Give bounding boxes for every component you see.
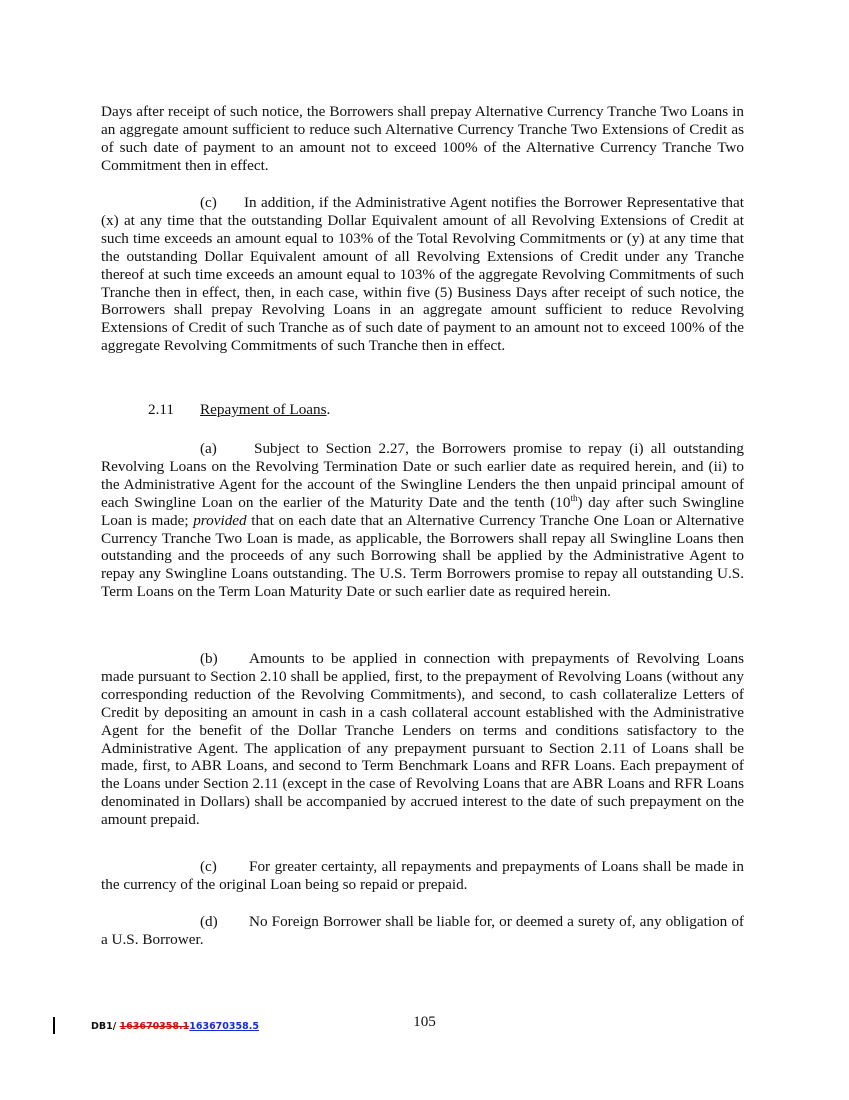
paragraph-a-repayment [101, 440, 744, 601]
paragraph-text: In addition, if the Administrative Agent notifies the Borrower Representative that (x) at any time that the outstanding Dollar Equivalent amount of all Revolving Extensions of Credit at such time exceeds an amount equal to 103% of the Total Revolving Commitments or (y) at any time that the outstanding Dollar Equivalent amount of all Revolving Extensions of Credit under any Tranche thereof at such time exceeds an amount equal to 103% of the aggregate Revolving Commitments of such Tranche then in effect, then, in each case, within five (5) Business Days after receipt of such notice, the Borrowers shall prepay Revolving Loans in an aggregate amount sufficient to reduce Revolving Extensions of Credit of such Tranche as of such date of payment to an amount not to exceed 100% of the aggregate Revolving Commitments of such Tranche then in effect. [101, 194, 744, 355]
paragraph-text: Subject to Section 2.27, the Borrowers promise to repay (i) all outstanding Revolving Loans on the Revolving Termination Date or such earlier date as required herein, and (ii) to the Administrative Agent for the account of the Swingline Lenders the then unpaid principal amount of each Swingline Loan on the earlier of the Maturity Date and the tenth (10 [101, 440, 744, 511]
italic-term: provided [193, 511, 247, 529]
paragraph-label: (a) [200, 440, 217, 457]
page-number: 105 [413, 1013, 436, 1030]
paragraph-text: Days after receipt of such notice, the Borrowers shall prepay Alternative Currency Tranche Two Loans in an aggregate amount sufficient to reduce such Alternative Currency Tranche Two Extensions of Credit as of such date of payment to an amount not to exceed 100% of the Alternative Currency Tranche Two Commitment then in effect. [101, 103, 744, 174]
document-id-prefix: DB1/ [91, 1021, 120, 1032]
ordinal-superscript: th [570, 492, 578, 503]
paragraph-text: For greater certainty, all repayments and prepayments of Loans shall be made in the currency of the original Loan being so repaid or prepaid. [101, 858, 744, 893]
section-title: Repayment of Loans [200, 401, 327, 418]
paragraph-d-foreign-borrower [101, 913, 744, 949]
paragraph-label: (d) [200, 913, 218, 930]
paragraph-c-prepayment [101, 194, 744, 355]
paragraph-label: (c) [200, 194, 217, 211]
paragraph-label: (c) [200, 858, 217, 875]
paragraph-text: No Foreign Borrower shall be liable for, or deemed a surety of, any obligation of a U.S. Borrower. [101, 913, 744, 948]
paragraph-label: (b) [200, 650, 218, 667]
paragraph-text: ) day after such Swingline Loan is made; [101, 493, 744, 529]
deleted-document-id: 163670358.1 [119, 1021, 190, 1032]
paragraph-text: Amounts to be applied in connection with prepayments of Revolving Loans made pursuant to Section 2.10 shall be applied, first, to the prepayment of Revolving Loans (without any corresponding reduction of the Revolving Commitments), and second, to cash collateralize Letters of Credit by depositing an amount in cash in a cash collateral account established with the Administrative Agent for the benefit of the Dollar Tranche Lenders on terms and conditions satisfactory to the Administrative Agent. The application of any prepayment pursuant to Section 2.11 of Loans shall be made, first, to ABR Loans, and second to Term Benchmark Loans and RFR Loans. Each prepayment of the Loans under Section 2.11 (except in the case of Revolving Loans that are ABR Loans and RFR Loans denominated in Dollars) shall be accompanied by accrued interest to the date of such prepayment on the amount prepaid. [101, 650, 744, 829]
paragraph-c-currency [101, 858, 744, 894]
paragraph-text: that on each date that an Alternative Currency Tranche One Loan or Alternative Currency Tranche Two Loan is made, as applicable, the Borrowers shall repay all Swingline Loans then outstanding and the proceeds of any such Borrowing shall be applied by the Administrative Agent to repay any Swingline Loans outstanding. The U.S. Term Borrowers promise to repay all outstanding U.S. Term Loans on the Term Loan Maturity Date or such earlier date as required herein. [101, 511, 744, 601]
paragraph-b-application [101, 650, 744, 829]
inserted-document-id: 163670358.5 [189, 1021, 259, 1032]
section-title-suffix: . [326, 401, 331, 418]
section-heading [148, 401, 330, 419]
section-number: 2.11 [148, 401, 175, 418]
paragraph-continuation [101, 103, 744, 175]
